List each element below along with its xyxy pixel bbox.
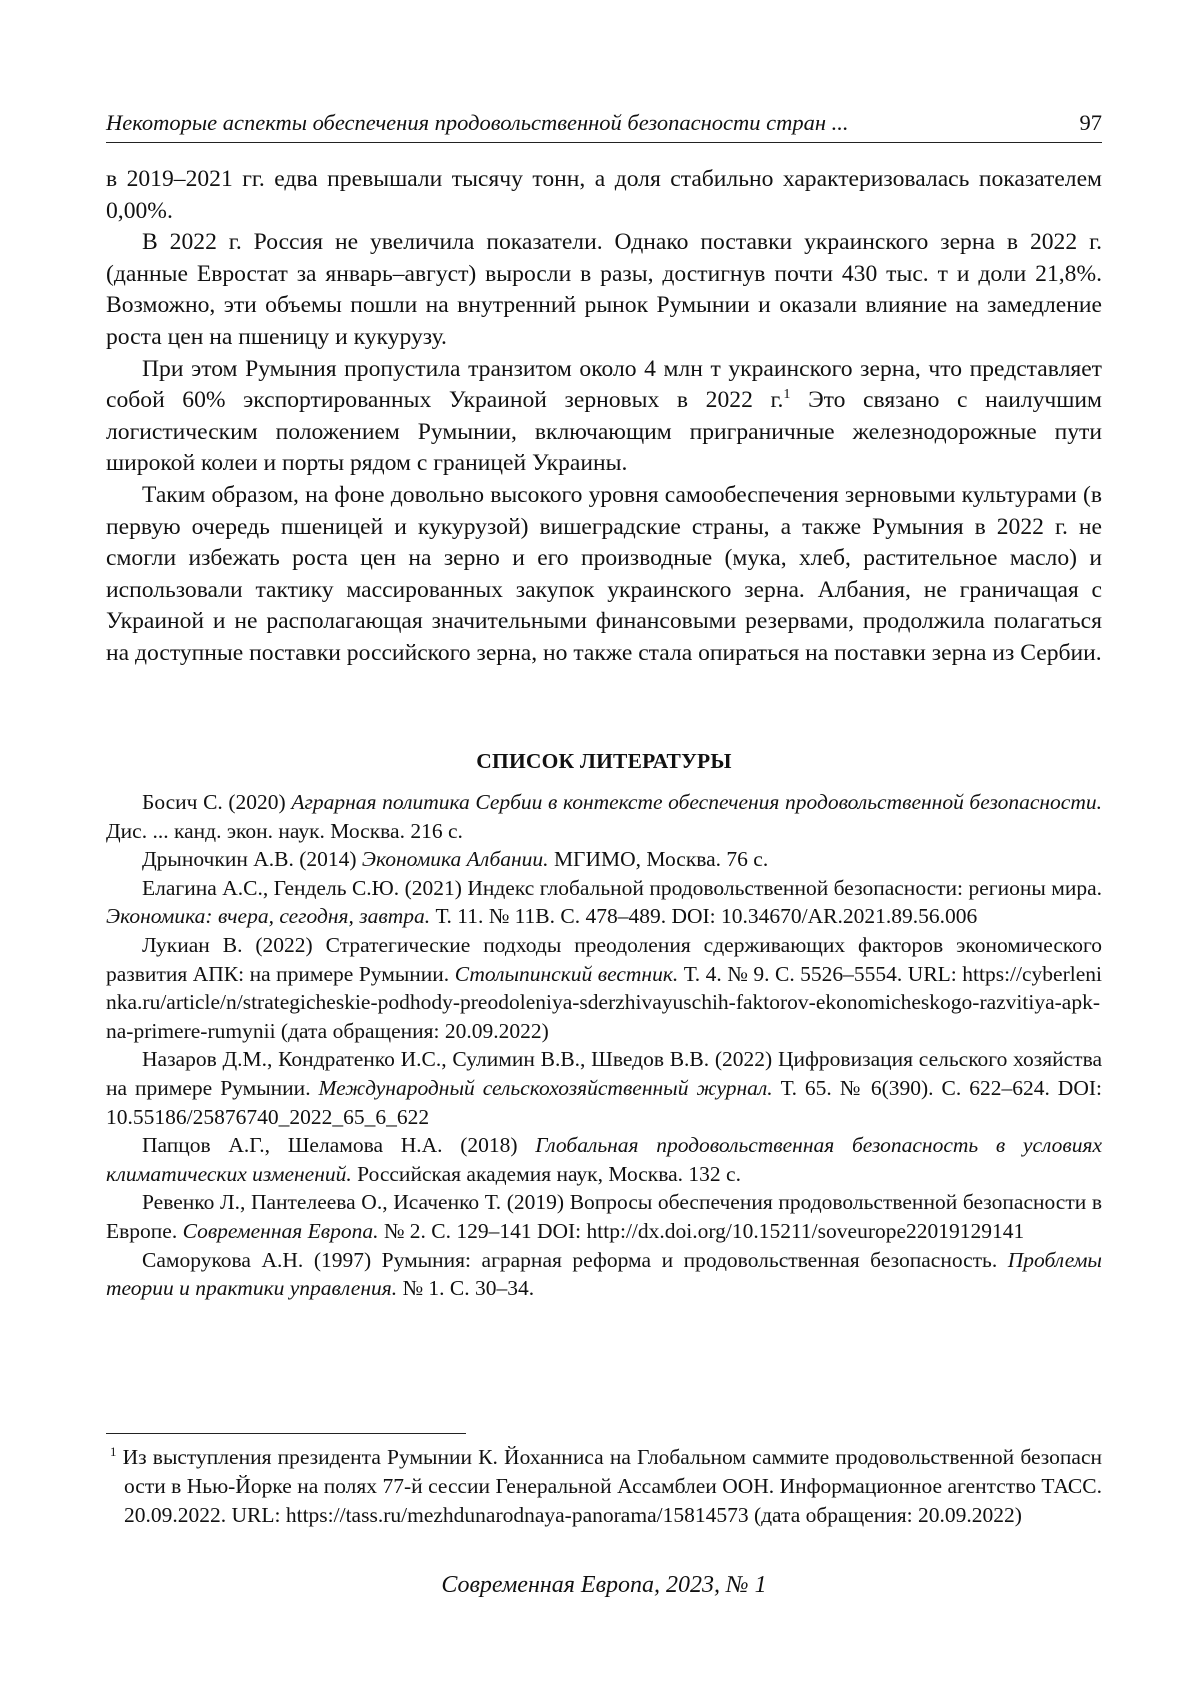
ref-details: № 1. С. 30–34. [397,1276,535,1301]
paragraph-3-part-1: При этом Румыния пропустила транзитом около 4 млн т украинского зерна, что представляет собой 60% экспортированных Украиной зерновых в 2022 г. [106,355,1102,414]
reference-item [106,1188,1102,1245]
reference-item [106,874,1102,931]
reference-item [106,788,1102,845]
paragraph-2: В 2022 г. Россия не увеличила показатели. Однако поставки украинского зерна в 2022 г. (данные Евростат за январь–август) выросли в разы, достигнув почти 430 тыс. т и доли 21,8%. Возможно, эти объемы пошли на внутренний рынок Румынии и оказали влияние на замедление роста цен на пшеницу и кукурузу. [106,229,1102,350]
ref-source: Экономика: вчера, сегодня, завтра. [106,904,431,929]
ref-authors: Назаров Д.М., Кондратенко И.С., Сулимин В.В., Шведов В.В. (2022) Цифровизация сельского хозяйства на примере Румынии. [106,1047,1102,1100]
reference-item [106,1246,1102,1303]
ref-authors: Ревенко Л., Пантелеева О., Исаченко Т. (2019) Вопросы обеспечения продовольственной безопасности в Европе. [106,1190,1102,1243]
ref-source: Международный сельскохозяйственный журнал. [318,1075,773,1100]
ref-title: Экономика Албании. [361,847,549,872]
paragraph-4: Таким образом, на фоне довольно высокого уровня самообеспечения зерновыми культурами (в первую очередь пшеницей и кукурузой) вишеградские страны, а также Румыния в 2022 г. не смогли избежать роста цен на зерно и его производные (мука, хлеб, растительное масло) и использовали тактику массированных закупок украинского зерна. Албания, не граничащая с Украиной и не располагающая значительными финансовыми резервами, продолжила полагаться на доступные поставки российского зерна, но также стала опираться на поставки зерна из Сербии. [106,481,1102,666]
ref-title: Аграрная политика Сербии в контексте обеспечения продовольственной безопасности. [291,790,1102,814]
page-number: 97 [1079,110,1102,135]
ref-authors: Саморукова А.Н. (1997) Румыния: аграрная реформа и продовольственная безопасность. [142,1247,1008,1272]
paragraph-3-part-2: Это связано с наилучшим логистическим положением Румынии, включающим приграничные железнодорожные пути широкой колеи и порты рядом с границей Украины. [106,387,1102,477]
footnote-marker: 1 [110,1444,117,1459]
reference-item [106,1131,1102,1188]
footnote-ref[interactable]: 1 [783,386,791,403]
running-title: Некоторые аспекты обеспечения продовольственной безопасности стран ... [106,110,849,135]
ref-authors: Папцов А.Г., Шеламова Н.А. (2018) [142,1133,536,1158]
ref-authors: Дрыночкин А.В. (2014) [142,847,362,872]
reference-item [106,1045,1102,1131]
ref-details: Т. 11. № 11В. С. 478–489. DOI: 10.34670/AR.2021.89.56.006 [430,904,978,929]
reference-item [106,931,1102,1045]
ref-details: МГИМО, Москва. 76 с. [548,847,769,872]
ref-details: Т. 65. № 6(390). С. 622–624. DOI: 10.55186/25876740_2022_65_6_622 [106,1075,1102,1129]
ref-details: Дис. ... канд. экон. наук. Москва. 216 с. [106,818,463,843]
footnote [106,1443,1102,1529]
footnote-text [106,1443,1102,1529]
ref-details: Российская академия наук, Москва. 132 с. [351,1161,741,1186]
journal-footer: Современная Европа, 2023, № 1 [441,1572,767,1598]
ref-details: № 2. С. 129–141 DOI: http://dx.doi.org/10.15211/soveurope22019129141 [378,1218,1025,1243]
ref-title: Глобальная продовольственная безопасность в условиях климатических изменений. [106,1133,1102,1186]
paragraph-3 [106,354,1102,480]
paragraph-1: в 2019–2021 гг. едва превышали тысячу тонн, а доля стабильно характеризовалась показателем 0,00%. [106,166,1102,224]
references-list [106,788,1102,1303]
body-text [106,164,1102,670]
references-heading: СПИСОК ЛИТЕРАТУРЫ [476,749,732,773]
ref-source: Столыпинский вестник. [454,961,679,986]
ref-authors: Босич С. (2020) [142,790,292,814]
footnote-divider [106,1433,466,1434]
ref-authors: Елагина А.С., Гендель С.Ю. (2021) Индекс глобальной продовольственной безопасности: регионы мира. [142,875,1102,900]
ref-details: Т. 4. № 9. С. 5526–5554. URL: https://cyberleninka.ru/article/n/strategicheskie-podhody-preodoleniya-sderzhivayuschih-faktorov-ekonomicheskogo-razvitiya-apk-na-primere-rumynii (дата обращения: 20.09.2022) [106,961,1102,1043]
ref-source: Проблемы теории и практики управления. [106,1247,1102,1301]
ref-source: Современная Европа. [182,1218,379,1243]
footnote-body: Из выступления президента Румынии К. Йоханниса на Глобальном саммите продовольственной безопасности в Нью-Йорке на полях 77-й сессии Генеральной Ассамблеи ООН. Информационное агентство ТАСС. 20.09.2022. URL: https://tass.ru/mezhdunarodnaya-panorama/15814573 (дата обращения: 20.09.2022) [116,1445,1102,1527]
reference-item [106,845,1102,874]
ref-authors: Лукиан В. (2022) Стратегические подходы преодоления сдерживающих факторов экономического развития АПК: на примере Румынии. [106,932,1102,986]
running-header [106,106,1102,143]
